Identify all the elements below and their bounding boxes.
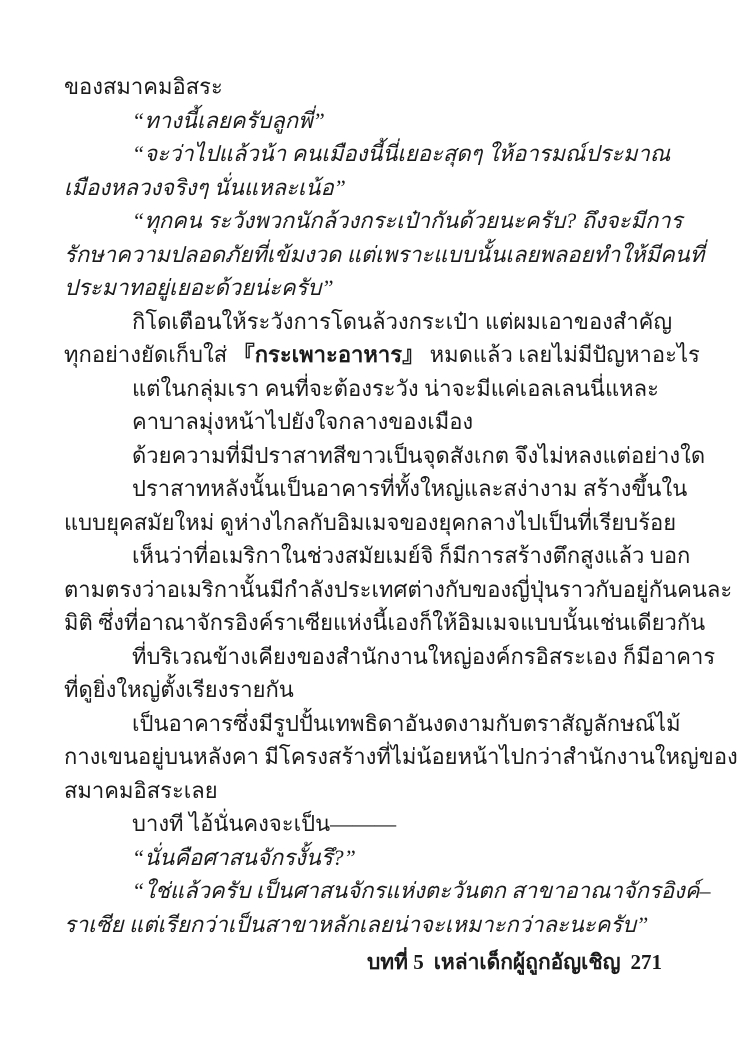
- text-line: ราเซีย แต่เรียกว่าเป็นสาขาหลักเลยน่าจะเหมาะกว่าละนะครับ”: [64, 911, 649, 937]
- page-footer: [64, 946, 662, 979]
- footer-chapter-label: บทที่ 5: [366, 950, 424, 974]
- text-line: “นั่นคือศาสนจักรงั้นรึ?”: [132, 844, 356, 870]
- text-line: เมืองหลวงจริงๆ นั่นแหละเน้อ”: [64, 174, 346, 200]
- text-line: แบบยุคสมัยใหม่ ดูห่างไกลกับอิมเมจของยุคกลางไปเป็นที่เรียบร้อย: [64, 509, 677, 535]
- text-line: เป็นอาคารซึ่งมีรูปปั้นเทพธิดาอันงดงามกับตราสัญลักษณ์ไม้: [132, 710, 681, 736]
- text-line: “ใช่แล้วครับ เป็นศาสนจักรแห่งตะวันตก สาขาอาณาจักรอิงค์–: [132, 878, 711, 903]
- text-line-with-skill-name: [64, 338, 700, 372]
- text-line: ตามตรงว่าอเมริกานั้นมีกำลังประเทศต่างกับของญี่ปุ่นราวกับอยู่กันคนละ: [64, 576, 733, 602]
- text-line: ปราสาทหลังนั้นเป็นอาคารที่ทั้งใหญ่และสง่างาม สร้างขึ้นใน: [132, 476, 688, 501]
- body-text-block: [64, 70, 738, 941]
- text-line: ที่ดูยิ่งใหญ่ตั้งเรียงรายกัน: [64, 677, 294, 702]
- text-line: กิโดเตือนให้ระวังการโดนล้วงกระเป๋า แต่ผมเอาของสำคัญ: [132, 308, 673, 334]
- text-line-with-dash: บางที ไอ้นั่นคงจะเป็น———: [132, 811, 397, 836]
- text-line: รักษาความปลอดภัยที่เข้มงวด แต่เพราะแบบนั้นเลยพลอยทำให้มีคนที่: [64, 241, 705, 267]
- text-line: กางเขนอยู่บนหลังคา มีโครงสร้างที่ไม่น้อยหน้าไปกว่าสำนักงานใหญ่ของ: [64, 744, 738, 769]
- text-line: ด้วยความที่มีปราสาทสีขาวเป็นจุดสังเกต จึงไม่หลงแต่อย่างใด: [132, 442, 706, 468]
- footer-page-number: 271: [630, 950, 662, 974]
- text-segment: หมดแล้ว เลยไม่มีปัญหาอะไร: [424, 342, 700, 367]
- text-line: “ทางนี้เลยครับลูกพี่”: [132, 107, 325, 133]
- text-line: มิติ ซึ่งที่อาณาจักรอิงค์ราเซียแห่งนี้เองก็ให้อิมเมจแบบนั้นเช่นเดียวกัน: [64, 610, 706, 635]
- text-line: คาบาลมุ่งหน้าไปยังใจกลางของเมือง: [132, 409, 474, 434]
- text-segment: ทุกอย่างยัดเก็บใส่: [64, 342, 233, 367]
- text-line: “จะว่าไปแล้วน้า คนเมืองนี้นี่เยอะสุดๆ ให้อารมณ์ประมาณ: [132, 141, 671, 166]
- text-line: เห็นว่าที่อเมริกาในช่วงสมัยเมย์จิ ก็มีการสร้างตึกสูงแล้ว บอก: [132, 543, 691, 568]
- text-line: ที่บริเวณข้างเคียงของสำนักงานใหญ่องค์กรอิสระเอง ก็มีอาคาร: [132, 643, 716, 669]
- text-line: “ทุกคน ระวังพวกนักล้วงกระเป๋ากันด้วยนะครับ? ถึงจะมีการ: [132, 208, 683, 233]
- text-line: แต่ในกลุ่มเรา คนที่จะต้องระวัง น่าจะมีแค่เอลเลนนี่แหละ: [132, 375, 659, 401]
- text-line: ประมาทอยู่เยอะด้วยน่ะครับ”: [64, 275, 334, 300]
- text-line: สมาคมอิสระเลย: [64, 777, 218, 803]
- skill-name-emphasis: 『กระเพาะอาหาร』: [232, 342, 425, 367]
- text-line: ของสมาคมอิสระ: [64, 74, 223, 99]
- footer-chapter-title: เหล่าเด็กผู้ถูกอัญเชิญ: [433, 950, 621, 974]
